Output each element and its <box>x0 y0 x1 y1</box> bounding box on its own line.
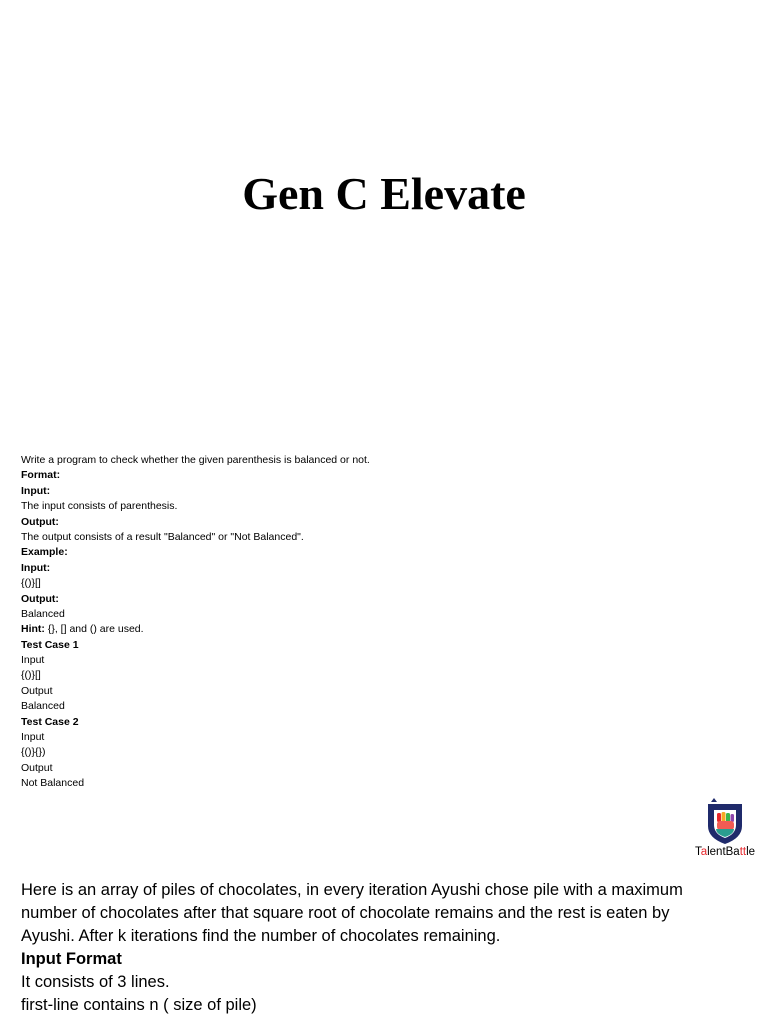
problem1-line: Input <box>21 731 45 744</box>
problem1-line: The output consists of a result "Balanced" or "Not Balanced". <box>21 530 304 543</box>
body-line: first-line contains n ( size of pile) <box>21 996 257 1014</box>
problem1-line: {()}[] <box>21 669 41 682</box>
problem1-line: Input: <box>21 484 51 497</box>
problem2-text <box>21 879 756 1017</box>
input-format-heading: Input Format <box>21 950 122 968</box>
problem1-line: {()}{}) <box>21 746 46 759</box>
intro-line: Here is an array of piles of chocolates, in every iteration Ayushi chose pile with a maximum <box>21 881 683 899</box>
problem1-line: Example: <box>21 546 68 559</box>
problem1-line: {()}[] <box>21 577 41 590</box>
problem1-text <box>21 453 721 792</box>
problem1-line: Output <box>21 761 53 774</box>
problem1-line: Balanced <box>21 700 65 713</box>
problem1-line: Input: <box>21 561 51 574</box>
problem1-line: Write a program to check whether the given parenthesis is balanced or not. <box>21 454 370 466</box>
intro-line: Ayushi. After k iterations find the number of chocolates remaining. <box>21 927 501 945</box>
page-title: Gen C Elevate <box>242 168 526 219</box>
problem1-line: Input <box>21 654 45 667</box>
talentbattle-logo <box>692 798 758 860</box>
problem1-line: Test Case 1 <box>21 638 79 651</box>
intro-line: number of chocolates after that square root of chocolate remains and the rest is eaten by <box>21 904 670 922</box>
body-line: It consists of 3 lines. <box>21 973 170 991</box>
problem1-line: The input consists of parenthesis. <box>21 500 178 513</box>
problem1-line: Not Balanced <box>21 777 85 790</box>
logo-wordmark: TalentBattle <box>694 846 756 858</box>
problem1-line: Output <box>21 684 53 697</box>
problem1-line: Format: <box>21 469 61 482</box>
shield-fist-icon <box>692 798 758 846</box>
problem1-line: Output: <box>21 592 59 605</box>
problem2-intro <box>21 879 756 948</box>
problem1-line: Hint: {}, [] and () are used. <box>21 623 144 636</box>
problem1-line: Test Case 2 <box>21 715 79 728</box>
problem1-line: Output: <box>21 515 59 528</box>
problem1-line: Balanced <box>21 607 65 620</box>
